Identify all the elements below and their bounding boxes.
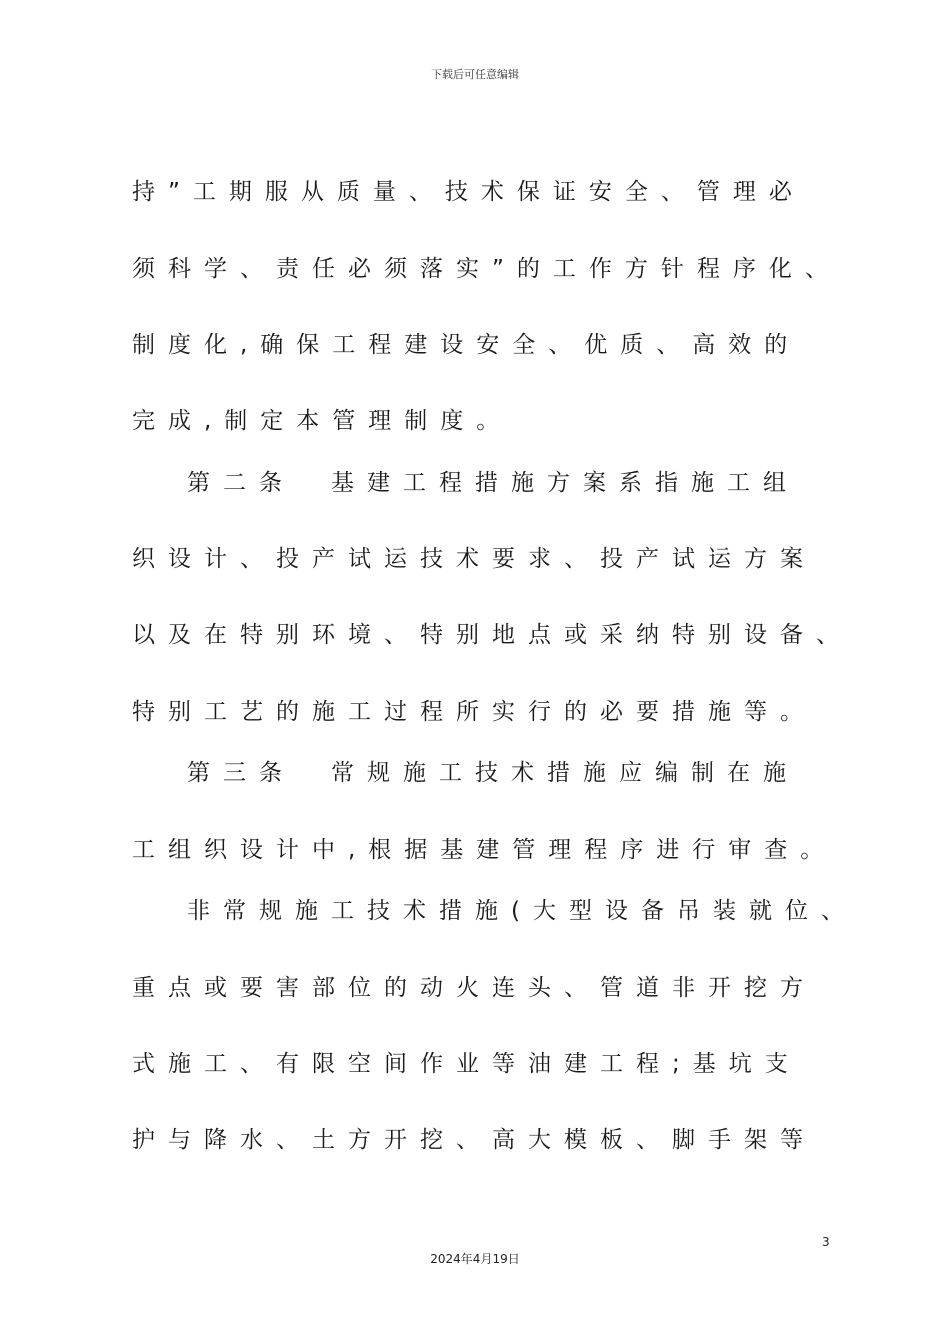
body-line-7: 以及在特别环境、特别地点或采纳特别设备、	[132, 622, 852, 648]
body-line-12: 重点或要害部位的动火连头、管道非开挖方	[132, 975, 816, 1001]
article-2-heading-line: 第二条 基建工程措施方案系指施工组	[187, 470, 799, 496]
page-header: 下载后可任意编辑	[431, 68, 519, 81]
paragraph-start-line: 非常规施工技术措施(大型设备吊装就位、	[187, 898, 857, 924]
body-line-6: 织设计、投产试运技术要求、投产试运方案	[132, 546, 816, 572]
body-line-14: 护与降水、土方开挖、高大模板、脚手架等	[132, 1127, 816, 1153]
body-line-1: 持”工期服从质量、技术保证安全、管理必	[132, 179, 805, 205]
body-line-2: 须科学、责任必须落实”的工作方针程序化、	[132, 256, 841, 282]
body-line-13: 式施工、有限空间作业等油建工程;基坑支	[132, 1051, 801, 1077]
body-line-4: 完成,制定本管理制度。	[132, 408, 513, 434]
page-number: 3	[822, 1235, 830, 1249]
body-line-10: 工组织设计中,根据基建管理程序进行审查。	[132, 837, 837, 863]
body-line-8: 特别工艺的施工过程所实行的必要措施等。	[132, 699, 816, 725]
article-3-heading-line: 第三条 常规施工技术措施应编制在施	[187, 760, 799, 786]
page-footer-date: 2024年4月19日	[430, 1252, 520, 1266]
body-line-3: 制度化,确保工程建设安全、优质、高效的	[132, 332, 801, 358]
